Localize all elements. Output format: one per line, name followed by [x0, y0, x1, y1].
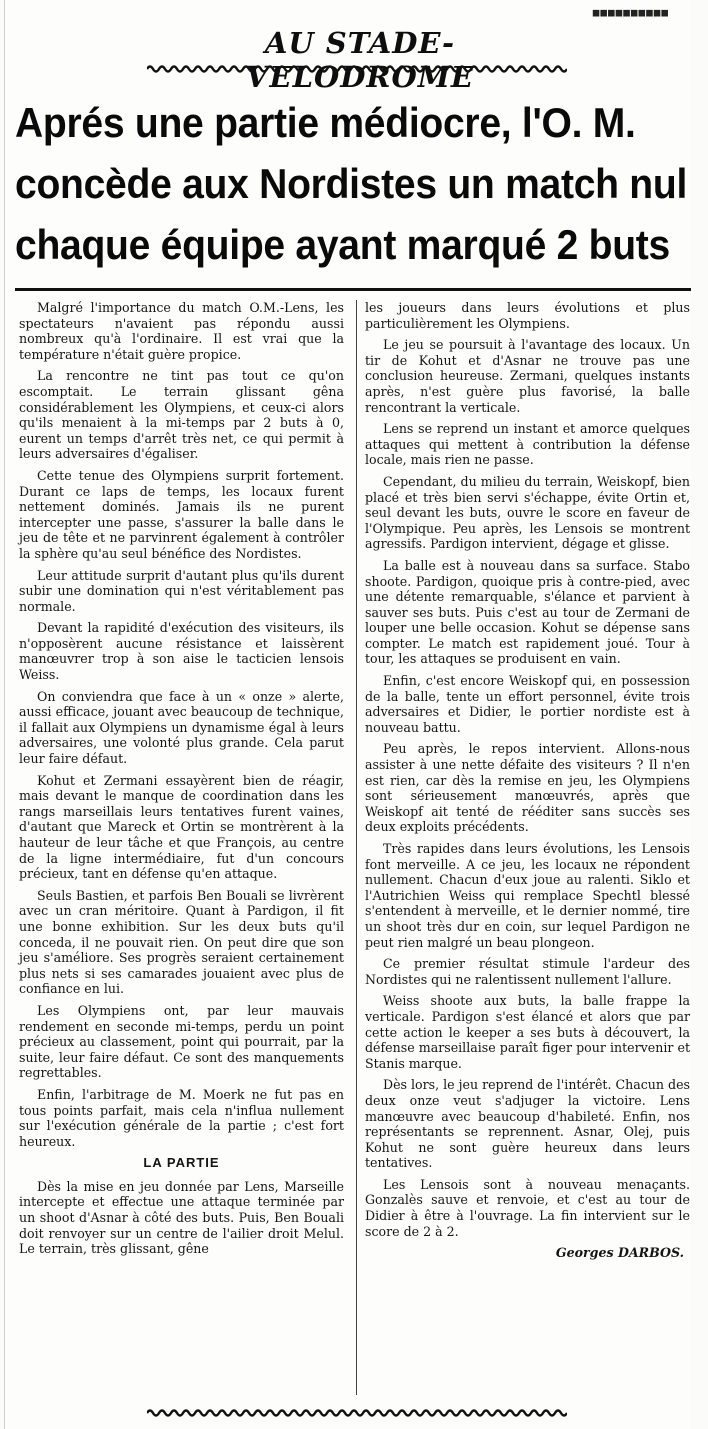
paragraph: Leur attitude surprit d'autant plus qu'ils durent subir une domination qui n'est véritablement pas normale.	[19, 567, 344, 614]
paragraph: Les Olympiens ont, par leur mauvais rendement en seconde mi-temps, perdu un point précieux au classement, point qui pourrait, par la suite, leur faire défaut. Ce sont des manquements regrettables.	[19, 1002, 344, 1081]
newspaper-clipping	[4, 0, 691, 1429]
headline-line: Aprés une partie médiocre, l'O. M.	[15, 99, 636, 146]
paragraph: Ce premier résultat stimule l'ardeur des Nordistes qui ne ralentissent nullement l'allure.	[365, 956, 690, 987]
section-subhead: LA PARTIE	[143, 1155, 220, 1171]
paragraph: les joueurs dans leurs évolutions et plus particulièrement les Olympiens.	[365, 300, 690, 331]
paragraph: Seuls Bastien, et parfois Ben Bouali se livrèrent avec un cran méritoire. Quant à Pardigon, il fit une bonne exhibition. Sur les deux buts qu'il conceda, il ne pouvait rien. On peut dire que son jeu s'améliore. Ses progrès seraient certainement plus nets si ses camarades jouaient avec plus de confiance en lui.	[19, 887, 344, 997]
paragraph: Weiss shoote aux buts, la balle frappe la verticale. Pardigon s'est élancé et alors que par cette action le keeper a ses buts à découvert, la défense marseillaise paraît figer pour intervenir et Stanis marque.	[365, 993, 690, 1071]
author-signature: Georges DARBOS.	[555, 1245, 684, 1261]
paragraph: Peu après, le repos intervient. Allons-nous assister à une nette défaite des visiteurs ? Il n'en est rien, car dès la remise en jeu, les Olympiens sont sérieusement manœuvrés, après que Weiskopf ait tenté de rééditer sans succès ses deux exploits précédents.	[365, 741, 690, 835]
paragraph: Cependant, du milieu du terrain, Weiskopf, bien placé et très bien servi s'échappe, évite Ortin et, seul devant les buts, ouvre le score en faveur de l'Olympique. Peu après, les Lensois se montrent agressifs. Pardigon intervient, dégage et glisse.	[365, 473, 690, 552]
headline	[15, 92, 688, 275]
paragraph: Lens se reprend un instant et amorce quelques attaques qui mettent à contribution la défense locale, mais rien ne passe.	[365, 421, 690, 468]
paragraph: Très rapides dans leurs évolutions, les Lensois font merveille. A ce jeu, les locaux ne répondent nullement. Chacun d'eux joue au ralenti. Siklo et l'Autrichien Weiss qui remplace Spechtl blessé s'entendent à merveille, et le dernier nommé, tire un shoot très dur en coin, sur lequel Pardigon ne peut rien malgré un beau plongeon.	[365, 841, 690, 950]
headline-line: concède aux Nordistes un match nul	[15, 160, 688, 207]
paragraph: Devant la rapidité d'exécution des visiteurs, ils n'opposèrent aucune résistance et laissèrent manœuvrer trop à son aise le tacticien lensois Weiss.	[19, 620, 344, 683]
headline-rule	[15, 288, 691, 291]
right-column	[365, 300, 690, 1395]
paragraph: Malgré l'importance du match O.M.-Lens, les spectateurs n'avaient pas répondu aussi nombreux qu'à l'ordinaire. Il est vrai que la température n'était guère propice.	[19, 300, 344, 362]
paragraph: On conviendra que face à un « onze » alerte, aussi efficace, jouant avec beaucoup de technique, il fallait aux Olympiens un dynamisme égal à leurs adversaires, une volonté plus grande. Cela parut leur faire défaut.	[19, 688, 344, 767]
paragraph: Les Lensois sont à nouveau menaçants. Gonzalès sauve et renvoie, et c'est au tour de Didier à être à l'ouvrage. La fin intervient sur le score de 2 à 2.	[365, 1176, 690, 1239]
column-divider	[356, 300, 357, 1395]
left-column	[19, 300, 344, 1395]
article-body	[17, 300, 697, 1395]
paragraph: Dès lors, le jeu reprend de l'intérêt. Chacun des deux onze veut s'adjuger la victoire. Lens manœuvre avec beaucoup d'habileté. Enfin, nos représentants se reprennent. Asnar, Olej, puis Kohut ne sont guère heureux dans leurs tentatives.	[365, 1077, 690, 1171]
paragraph: La balle est à nouveau dans sa surface. Stabo shoote. Pardigon, quoique pris à contre-pied, avec une détente remarquable, s'élance et parvient à sauver ses buts. Puis c'est au tour de Zermani de louper une belle occasion. Kohut se dépense sans compter. Le match est rapidement joué. Tour à tour, les attaques se produisent en vain.	[365, 557, 690, 667]
paragraph: La rencontre ne tint pas tout ce qu'on escomptait. Le terrain glissant gêna considérablement les Olympiens, et ceux-ci alors qu'ils menaient à la mi-temps par 2 buts à 0, eurent un temps d'arrêt très net, ce qui permit à leurs adversaires d'égaliser.	[19, 368, 344, 462]
paragraph: Dès la mise en jeu donnée par Lens, Marseille intercepte et effectue une attaque terminée par un shoot d'Asnar à côté des buts. Puis, Ben Bouali doit renvoyer sur un centre de l'ailier droit Melul. Le terrain, très glissant, gêne	[19, 1178, 344, 1257]
paragraph: Enfin, c'est encore Weiskopf qui, en possession de la balle, tente un effort personnel, évite trois adversaires et Didier, le portier nordiste est à nouveau battu.	[365, 673, 690, 735]
kicker-wave-rule	[147, 64, 567, 74]
kicker-heading: AU STADE-VELODROME	[246, 26, 474, 94]
paragraph: Enfin, l'arbitrage de M. Moerk ne fut pas en tous points parfait, mais cela n'influa nullement sur l'exécution générale de la partie ; c'est fort heureux.	[19, 1086, 344, 1149]
paragraph: Kohut et Zermani essayèrent bien de réagir, mais devant le manque de coordination dans les rangs marseillais leurs tentatives furent vaines, d'autant que Mareck et Ortin se montrèrent à la hauteur de leur tâche et que François, au centre de la ligne intermédiaire, fut d'un concours précieux, tant en défense qu'en attaque.	[19, 772, 344, 882]
paragraph: Cette tenue des Olympiens surprit fortement. Durant ce laps de temps, les locaux furent nettement dominés. Jamais ils ne purent intercepter une passe, s'assurer la balle dans le jeu de tête et ne parvinrent également à contrôler la sphère qu'au seul bénéfice des Nordistes.	[19, 467, 344, 561]
corner-print-marks: ■■■■■■■■■■	[592, 6, 669, 19]
headline-line: chaque équipe ayant marqué 2 buts	[15, 221, 670, 268]
paragraph: Le jeu se poursuit à l'avantage des locaux. Un tir de Kohut et d'Asnar ne trouve pas une conclusion heureuse. Zermani, quelques instants après, n'est guère plus favorisé, la balle rencontrant la verticale.	[365, 337, 690, 415]
bottom-wave-rule	[147, 1408, 567, 1418]
